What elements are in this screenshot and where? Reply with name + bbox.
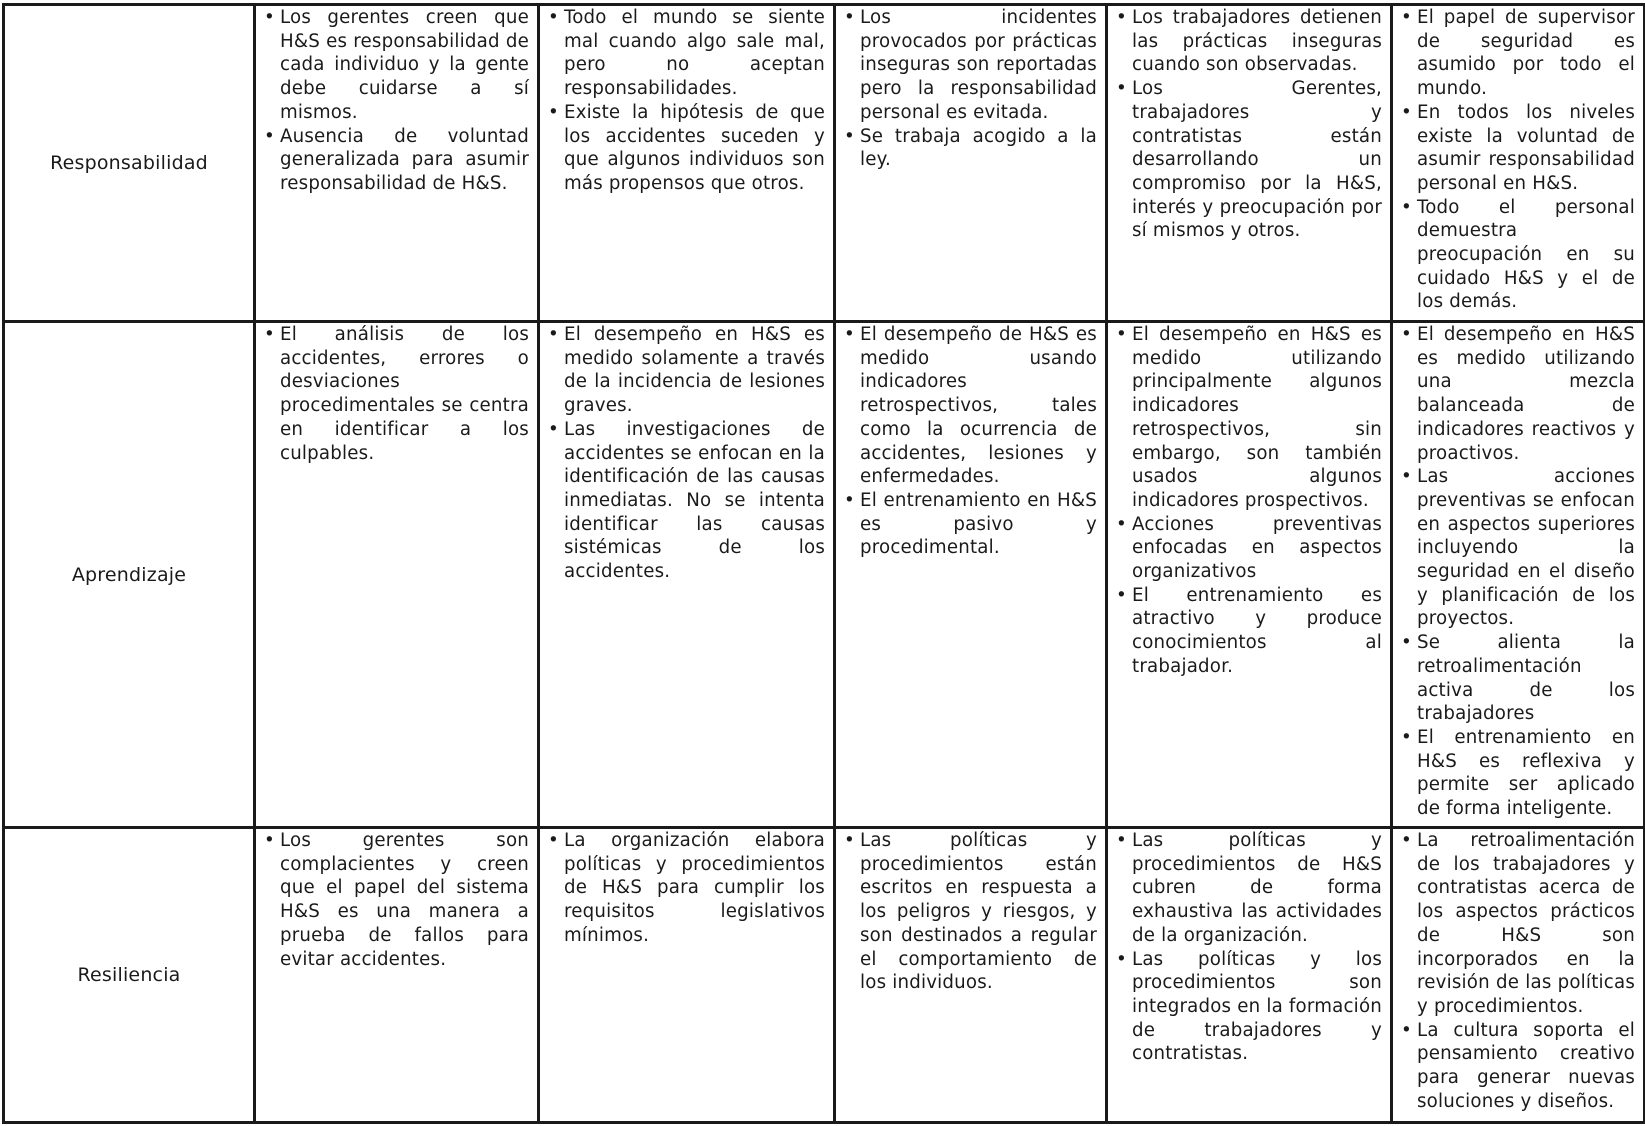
safety-culture-maturity-table [2, 3, 1645, 1124]
table-cell [1392, 322, 1645, 828]
bullet-item: • Los incidentes provocados por prácticas inseguras son reportadas pero la responsabilidad personal es evitada. [860, 6, 1097, 125]
bullet-item: • La retroalimentación de los trabajadores y contratistas acerca de los aspectos prácticos de H&S son incorporados en la revisión de las políticas y procedimientos. [1417, 829, 1635, 1019]
table-cell [539, 828, 835, 1123]
bullet-list [836, 829, 1105, 995]
table-cell [539, 322, 835, 828]
table-cell [835, 828, 1107, 1123]
row-label: Resiliencia [4, 828, 255, 1123]
bullet-item: • Se trabaja acogido a la ley. [860, 125, 1097, 172]
bullet-item: • En todos los niveles existe la voluntad de asumir responsabilidad personal en H&S. [1417, 101, 1635, 196]
table-cell [539, 5, 835, 322]
bullet-item: • Todo el mundo se siente mal cuando algo sale mal, pero no aceptan responsabilidades. [564, 6, 825, 101]
bullet-item: • El desempeño de H&S es medido usando indicadores retrospectivos, tales como la ocurrencia de accidentes, lesiones y enfermedades. [860, 323, 1097, 489]
bullet-list [540, 6, 833, 196]
table-cell [1107, 322, 1392, 828]
bullet-item: • El papel de supervisor de seguridad es asumido por todo el mundo. [1417, 6, 1635, 101]
bullet-item: • Se alienta la retroalimentación activa de los trabajadores [1417, 631, 1635, 726]
row-label: Responsabilidad [4, 5, 255, 322]
bullet-list [1108, 323, 1390, 679]
bullet-item: • El entrenamiento en H&S es reflexiva y permite ser aplicado de forma inteligente. [1417, 726, 1635, 821]
table-cell [1107, 5, 1392, 322]
bullet-item: • Todo el personal demuestra preocupación en su cuidado H&S y el de los demás. [1417, 196, 1635, 315]
table-row-responsabilidad [4, 5, 1645, 322]
bullet-item: • El entrenamiento es atractivo y produce conocimientos al trabajador. [1132, 584, 1382, 679]
bullet-item: • Acciones preventivas enfocadas en aspectos organizativos [1132, 513, 1382, 584]
table-cell [835, 5, 1107, 322]
bullet-list [836, 6, 1105, 172]
table-cell [255, 322, 539, 828]
bullet-item: • Las políticas y procedimientos están escritos en respuesta a los peligros y riesgos, y son destinados a regular el comportamiento de los individuos. [860, 829, 1097, 995]
bullet-item: • Ausencia de voluntad generalizada para asumir responsabilidad de H&S. [280, 125, 529, 196]
bullet-item: • Los gerentes creen que H&S es responsabilidad de cada individuo y la gente debe cuidarse a sí mismos. [280, 6, 529, 125]
bullet-item: • Los Gerentes, trabajadores y contratistas están desarrollando un compromiso por la H&S, interés y preocupación por sí mismos y otros. [1132, 77, 1382, 243]
table-cell [1392, 5, 1645, 322]
bullet-list [540, 829, 833, 948]
bullet-list [256, 6, 537, 196]
bullet-item: • Los trabajadores detienen las prácticas inseguras cuando son observadas. [1132, 6, 1382, 77]
table-row-aprendizaje [4, 322, 1645, 828]
bullet-item: • Los gerentes son complacientes y creen que el papel del sistema H&S es una manera a prueba de fallos para evitar accidentes. [280, 829, 529, 971]
bullet-list [256, 323, 537, 465]
bullet-item: • El desempeño en H&S es medido solamente a través de la incidencia de lesiones graves. [564, 323, 825, 418]
bullet-list [1393, 6, 1643, 314]
row-label: Aprendizaje [4, 322, 255, 828]
table-cell [1107, 828, 1392, 1123]
bullet-item: • El desempeño en H&S es medido utilizando una mezcla balanceada de indicadores reactivos y proactivos. [1417, 323, 1635, 465]
table-cell [255, 828, 539, 1123]
bullet-item: • El análisis de los accidentes, errores o desviaciones procedimentales se centra en identificar a los culpables. [280, 323, 529, 465]
bullet-item: • La cultura soporta el pensamiento creativo para generar nuevas soluciones y diseños. [1417, 1019, 1635, 1114]
table-cell [255, 5, 539, 322]
bullet-item: • Las políticas y los procedimientos son integrados en la formación de trabajadores y contratistas. [1132, 948, 1382, 1067]
bullet-item: • La organización elabora políticas y procedimientos de H&S para cumplir los requisitos legislativos mínimos. [564, 829, 825, 948]
bullet-item: • Existe la hipótesis de que los accidentes suceden y que algunos individuos son más propensos que otros. [564, 101, 825, 196]
bullet-list [256, 829, 537, 971]
bullet-list [1108, 829, 1390, 1066]
bullet-item: • Las políticas y procedimientos de H&S cubren de forma exhaustiva las actividades de la organización. [1132, 829, 1382, 948]
bullet-item: • Las investigaciones de accidentes se enfocan en la identificación de las causas inmediatas. No se intenta identificar las causas sistémicas de los accidentes. [564, 418, 825, 584]
bullet-item: • El desempeño en H&S es medido utilizando principalmente algunos indicadores retrospectivos, sin embargo, son también usados algunos indicadores prospectivos. [1132, 323, 1382, 513]
table-cell [1392, 828, 1645, 1123]
bullet-list [1108, 6, 1390, 243]
table-cell [835, 322, 1107, 828]
bullet-list [836, 323, 1105, 560]
bullet-item: • El entrenamiento en H&S es pasivo y procedimental. [860, 489, 1097, 560]
bullet-list [540, 323, 833, 584]
table-row-resiliencia [4, 828, 1645, 1123]
bullet-list [1393, 323, 1643, 821]
bullet-item: • Las acciones preventivas se enfocan en aspectos superiores incluyendo la seguridad en el diseño y planificación de los proyectos. [1417, 465, 1635, 631]
bullet-list [1393, 829, 1643, 1113]
